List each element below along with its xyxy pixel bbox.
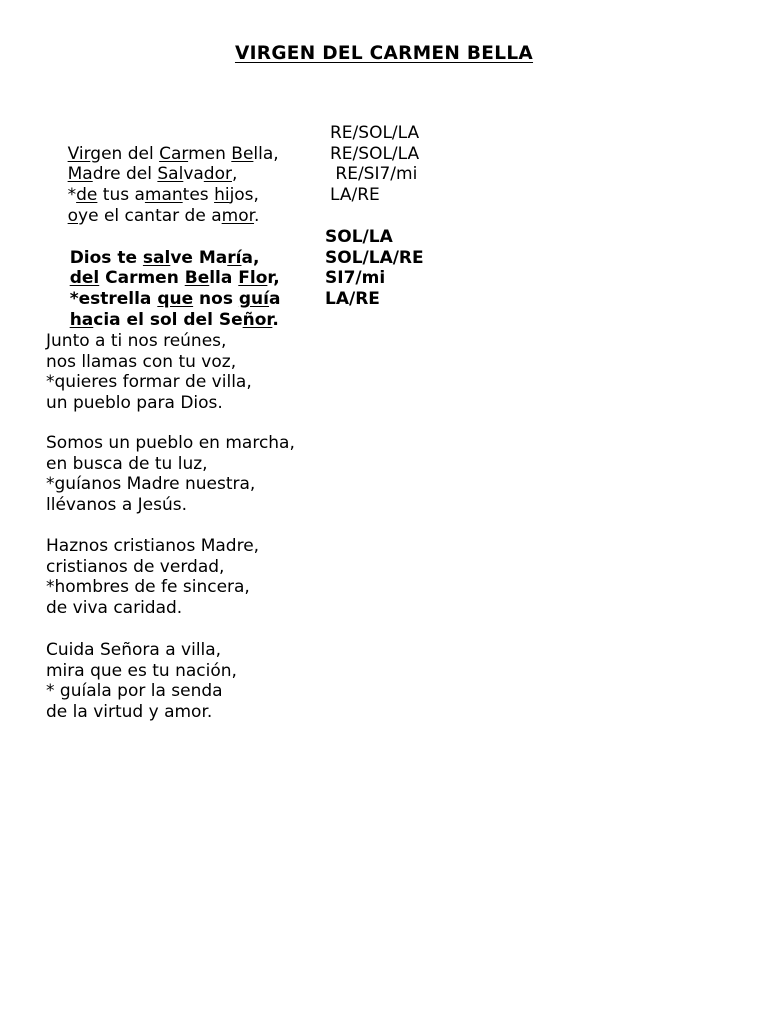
lyric-text: lla bbox=[209, 268, 239, 289]
stressed-syllable: man bbox=[144, 185, 183, 206]
lyric-text: va bbox=[183, 164, 204, 185]
chord-label: SOL/LA/RE bbox=[325, 247, 424, 268]
lyric-text: cia el sol del Se bbox=[93, 309, 243, 330]
stressed-syllable: guí bbox=[238, 289, 269, 310]
stressed-syllable: dor bbox=[203, 164, 232, 185]
lyric-line: Cuida Señora a villa, bbox=[46, 640, 222, 660]
stressed-syllable: o bbox=[67, 205, 79, 226]
chord-label: RE/SOL/LA bbox=[330, 143, 420, 164]
lyric-text: a, bbox=[241, 247, 260, 268]
stressed-syllable: rí bbox=[227, 247, 242, 268]
stressed-syllable: ha bbox=[69, 309, 94, 330]
lyric-line: Haznos cristianos Madre, bbox=[46, 536, 260, 556]
chord-label: SOL/LA bbox=[325, 227, 393, 247]
lyric-text: lla, bbox=[253, 143, 279, 164]
chord-label: RE/SI7/mi bbox=[330, 164, 418, 185]
stressed-syllable: que bbox=[157, 289, 194, 310]
lyric-line: mira que es tu nación, bbox=[46, 660, 237, 681]
lyric-text: *estrella bbox=[69, 289, 158, 310]
lyric-line bbox=[46, 123, 420, 164]
lyric-line: *quieres formar de villa, bbox=[46, 372, 252, 393]
lyric-line: nos llamas con tu voz, bbox=[46, 351, 237, 372]
stanza-5 bbox=[46, 536, 259, 619]
lyric-text: ve Ma bbox=[170, 247, 228, 268]
lyric-line: de la virtud y amor. bbox=[46, 702, 213, 723]
lyric-line: un pueblo para Dios. bbox=[46, 393, 223, 414]
lyric-text: ye el cantar de a bbox=[78, 205, 222, 226]
stanza-4 bbox=[46, 433, 295, 516]
lyric-text: men bbox=[188, 143, 232, 164]
lyric-line: Somos un pueblo en marcha, bbox=[46, 433, 295, 453]
lyric-line bbox=[46, 185, 380, 226]
lyric-line: llévanos a Jesús. bbox=[46, 495, 188, 516]
stressed-syllable: Ma bbox=[67, 164, 93, 185]
stressed-syllable: Sal bbox=[157, 164, 184, 185]
lyric-text: tus a bbox=[97, 185, 145, 206]
lyric-line: en busca de tu luz, bbox=[46, 453, 208, 474]
lyric-line: cristianos de verdad, bbox=[46, 556, 225, 577]
lyric-line: Junto a ti nos reúnes, bbox=[46, 331, 227, 351]
lyric-text: tes bbox=[182, 185, 215, 206]
chord-label: SI7/mi bbox=[325, 268, 386, 289]
stressed-syllable: del bbox=[69, 268, 100, 289]
lyric-text: . bbox=[254, 205, 260, 226]
stressed-syllable: mor bbox=[221, 205, 255, 226]
chord-label: RE/SOL/LA bbox=[330, 123, 420, 143]
lyric-text: Carmen bbox=[99, 268, 185, 289]
lyric-line bbox=[46, 289, 380, 330]
lyric-text: . bbox=[272, 309, 279, 330]
lyric-text: jos, bbox=[229, 185, 259, 206]
lyric-text: Dios te bbox=[69, 247, 143, 268]
stanza-1 bbox=[46, 123, 420, 226]
lyric-line: *hombres de fe sincera, bbox=[46, 577, 250, 598]
lyric-text: * bbox=[67, 185, 77, 206]
lyric-text: nos bbox=[193, 289, 239, 310]
lyric-text: , bbox=[231, 164, 238, 185]
song-title: VIRGEN DEL CARMEN BELLA bbox=[234, 43, 534, 64]
lyric-text: a bbox=[268, 289, 281, 310]
stressed-syllable: Flo bbox=[238, 268, 268, 289]
lyric-line: * guíala por la senda bbox=[46, 681, 223, 702]
chord-label: LA/RE bbox=[325, 289, 380, 310]
stanza-6 bbox=[46, 640, 237, 723]
stanza-2-chorus bbox=[46, 227, 424, 330]
stanza-3 bbox=[46, 331, 252, 414]
stressed-syllable: Car bbox=[159, 143, 189, 164]
stressed-syllable: de bbox=[76, 185, 98, 206]
stressed-syllable: sal bbox=[142, 247, 171, 268]
lyric-text: r, bbox=[267, 268, 280, 289]
chord-label: LA/RE bbox=[330, 185, 380, 206]
lyric-line: de viva caridad. bbox=[46, 598, 183, 619]
lyric-line: *guíanos Madre nuestra, bbox=[46, 474, 256, 495]
stressed-syllable: Vir bbox=[67, 143, 91, 164]
stressed-syllable: ñor bbox=[242, 309, 273, 330]
stressed-syllable: hi bbox=[214, 185, 230, 206]
lyric-text: gen del bbox=[90, 143, 160, 164]
lyric-text: dre del bbox=[92, 164, 158, 185]
stressed-syllable: Be bbox=[184, 268, 210, 289]
stressed-syllable: Be bbox=[231, 143, 254, 164]
